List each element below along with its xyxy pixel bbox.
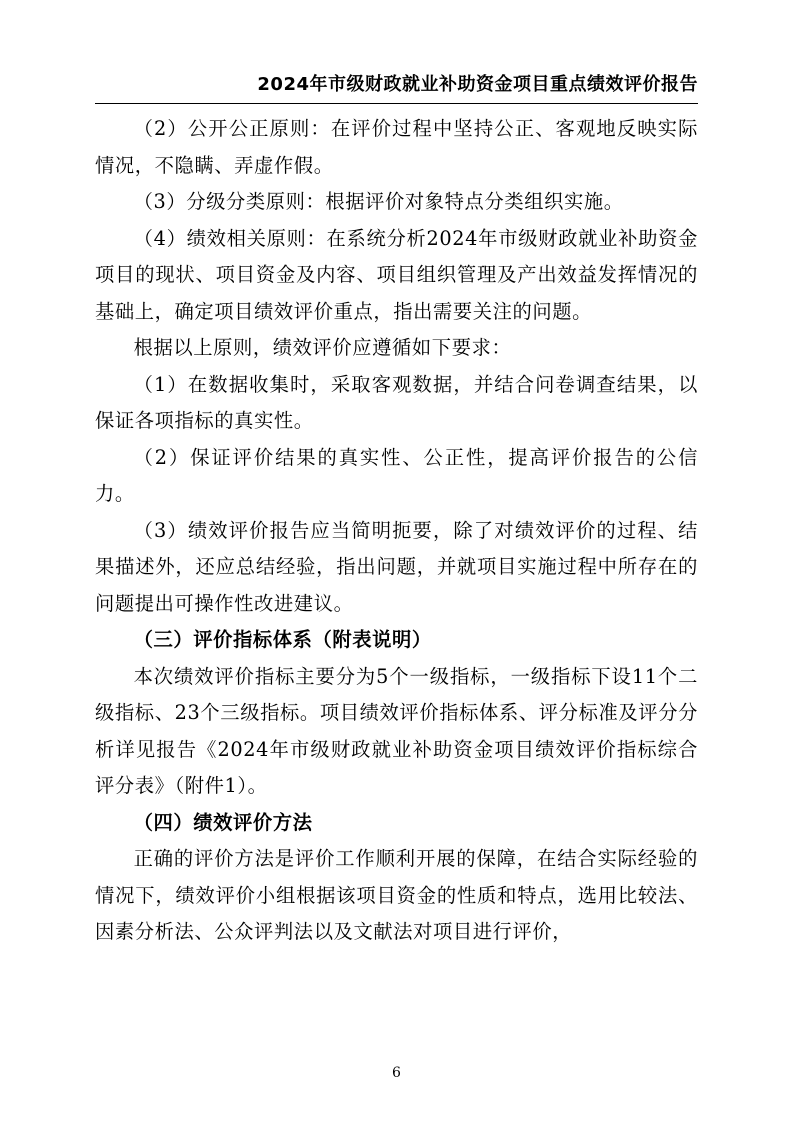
paragraph-principle-fairness: （2）公开公正原则：在评价过程中坚持公正、客观地反映实际情况，不隐瞒、弄虚作假。 [95,117,698,177]
page-number: 6 [392,1065,401,1081]
paragraph-evaluation-method: 正确的评价方法是评价工作顺利开展的保障，在结合实际经验的情况下，绩效评价小组根据该项目资金的性质和特点，选用比较法、因素分析法、公众评判法以及文献法对项目进行评价， [95,847,698,943]
page-header-title: 2024年市级财政就业补助资金项目重点绩效评价报告 [257,74,698,95]
paragraph-requirements-intro: 根据以上原则，绩效评价应遵循如下要求： [133,336,512,359]
paragraph-principle-classification: （3）分级分类原则：根据评价对象特点分类组织实施。 [133,190,624,213]
paragraph-principle-relevance: （4）绩效相关原则：在系统分析2024年市级财政就业补助资金项目的现状、项目资金及内容、项目组织管理及产出效益发挥情况的基础上，确定项目绩效评价重点，指出需要关注的问题。 [95,226,698,323]
paragraph-requirement-3: （3）绩效评价报告应当简明扼要，除了对绩效评价的过程、结果描述外，还应总结经验，指出问题，并就项目实施过程中所存在的问题提出可操作性改进建议。 [95,518,698,615]
header-divider [95,103,698,104]
paragraph-indicator-system: 本次绩效评价指标主要分为5个一级指标，一级指标下设11个二级指标、23个三级指标。项目绩效评价指标体系、评分标准及评分分析详见报告《2024年市级财政就业补助资金项目绩效评价指标综合评分表》（附件1）。 [95,664,698,797]
paragraph-requirement-1: （1）在数据收集时，采取客观数据，并结合问卷调查结果，以保证各项指标的真实性。 [95,372,698,432]
paragraph-requirement-2: （2）保证评价结果的真实性、公正性，提高评价报告的公信力。 [95,445,698,505]
document-body [95,111,698,951]
section-heading-indicator-system: （三）评价指标体系（附表说明） [133,628,432,651]
section-heading-evaluation-method: （四）绩效评价方法 [133,810,313,834]
